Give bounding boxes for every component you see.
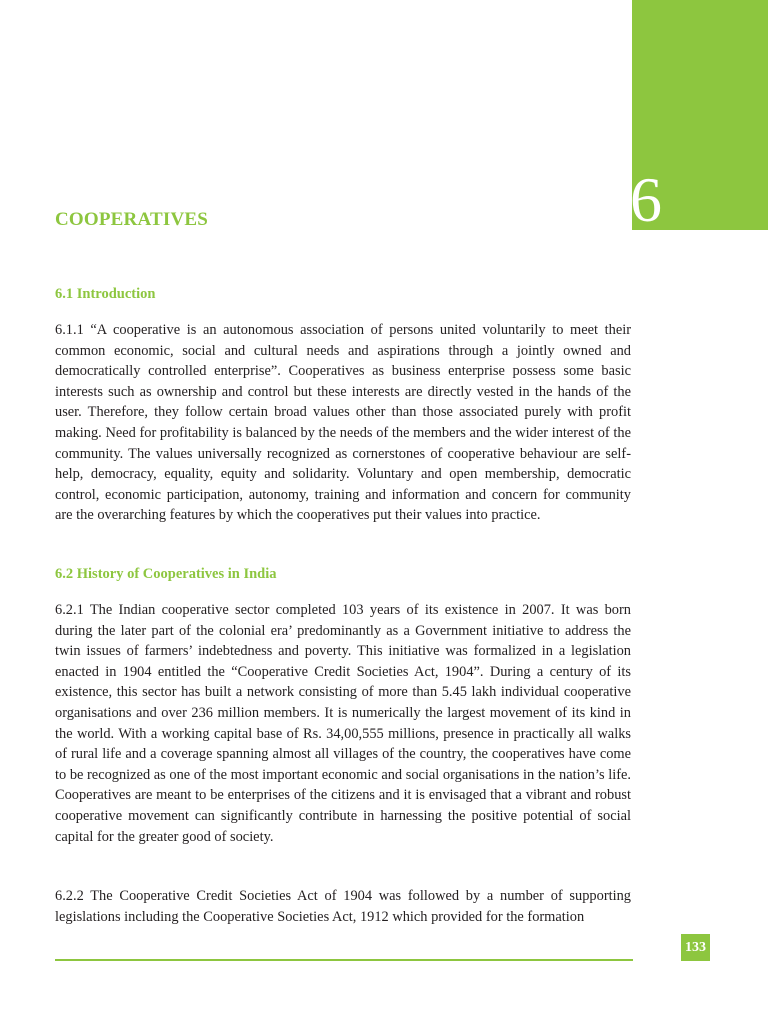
paragraph-6-2-2: 6.2.2 The Cooperative Credit Societies Act of 1904 was followed by a number of supporting legislations including the Cooperative Societies Act, 1912 which provided for the formation [55,888,631,925]
paragraph-6-2-1: 6.2.1 The Indian cooperative sector completed 103 years of its existence in 2007. It was born during the later part of the colonial era’ predominantly as a Government initiative to address the twin issues of farmers’ indebtedness and poverty. This initiative was formalized in a legislation enacted in 1904 entitled the “Cooperative Credit Societies Act, 1904”. During a century of its existence, this sector has built a network consisting of more than 5.45 lakh individual cooperative organisations and over 236 million members. It is numerically the largest movement of its kind in the world. With a working capital base of Rs. 34,00,555 millions, presence in practically all walks of rural life and a coverage spanning almost all villages of the country, the cooperatives have come to be recognized as one of the most important economic and social organisations in the nation’s life. Cooperatives are meant to be enterprises of the citizens and it is envisaged that a vibrant and robust cooperative movement can significantly contribute in harnessing the positive potential of social capital for the greater good of society. [55,602,631,845]
chapter-title: COOPERATIVES [55,209,209,230]
footer-rule [55,959,633,961]
chapter-number: 6 [630,164,662,235]
section-heading-introduction: 6.1 Introduction [55,286,156,302]
paragraph-6-1-1: 6.1.1 “A cooperative is an autonomous association of persons united voluntarily to meet their common economic, social and cultural needs and aspirations through a jointly owned and democratically controlled enterprise”. Cooperatives as business enterprise possess some basic interests such as ownership and control but these interests are directly vested in the hands of the user. Therefore, they follow certain broad values other than those associated purely with profit making. Need for profitability is balanced by the needs of the members and the wider interest of the community. The values universally recognized as cornerstones of cooperative behaviour are self-help, democracy, equality, equity and solidarity. Voluntary and open membership, democratic control, economic participation, autonomy, training and information and concern for community are the overarching features by which the cooperatives put their values into practice. [55,322,631,524]
page-number: 133 [681,934,710,961]
section-heading-history: 6.2 History of Cooperatives in India [55,566,277,582]
